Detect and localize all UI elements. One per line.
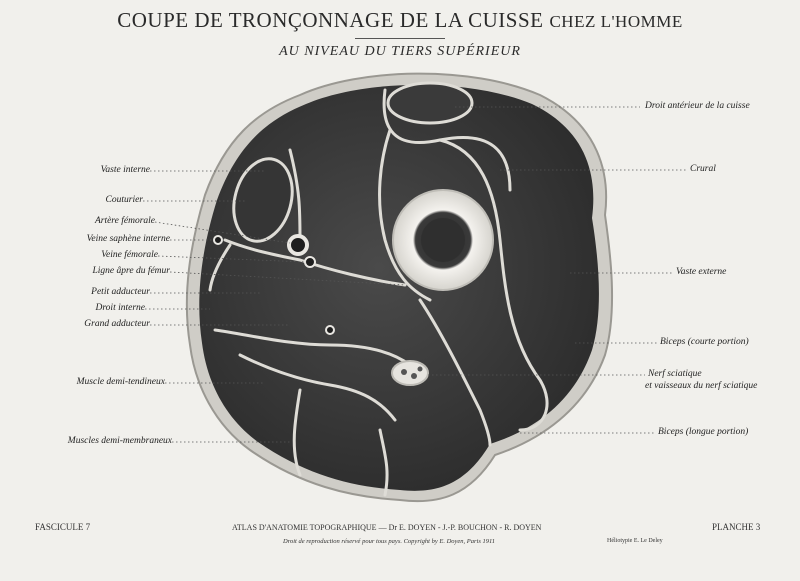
label-biceps-longue: Biceps (longue portion) <box>658 427 749 437</box>
label-ligne-apre: Ligne âpre du fémur <box>92 266 170 276</box>
femoral-artery <box>289 236 307 254</box>
footer-rights: Droit de reproduction réservé pour tous pays. Copyright by E. Doyen, Paris 1911 <box>283 538 496 545</box>
label-veine-femorale: Veine fémorale <box>101 250 158 260</box>
rectus-femoris <box>388 83 472 123</box>
label-biceps-courte: Biceps (courte portion) <box>660 337 749 347</box>
label-veine-saphene-interne: Veine saphène interne <box>86 234 170 244</box>
label-vaste-interne: Vaste interne <box>100 165 150 175</box>
label-droit-anterieur: Droit antérieur de la cuisse <box>645 101 750 111</box>
title-tail: CHEZ L'HOMME <box>549 12 683 31</box>
footer-fascicule: FASCICULE 7 <box>35 522 91 532</box>
sciatic-fascicle-2 <box>411 373 417 379</box>
footer-planche: PLANCHE 3 <box>712 522 761 532</box>
label-grand-adducteur: Grand adducteur <box>84 319 150 329</box>
label-vaste-externe: Vaste externe <box>676 267 727 277</box>
label-artere-femorale: Artère fémorale <box>94 216 155 226</box>
title-main: COUPE DE TRONÇONNAGE DE LA CUISSE <box>117 8 544 32</box>
footer-printer: Héliotypie E. Le Deley <box>607 538 663 544</box>
sciatic-nerve <box>392 361 428 385</box>
femoral-vein <box>305 257 315 267</box>
label-petit-adducteur: Petit adducteur <box>91 287 150 297</box>
label-droit-interne: Droit interne <box>95 303 145 313</box>
saphenous-vein <box>214 236 222 244</box>
footer-atlas: ATLAS D'ANATOMIE TOPOGRAPHIQUE — Dr E. DOYEN - J.-P. BOUCHON - R. DOYEN <box>232 523 542 532</box>
label-demi-membraneux: Muscles demi-membraneux <box>67 436 172 446</box>
small-vessel <box>326 326 334 334</box>
page-subtitle: AU NIVEAU DU TIERS SUPÉRIEUR <box>279 44 521 59</box>
label-demi-tendineux: Muscle demi-tendineux <box>76 377 165 387</box>
label-couturier: Couturier <box>105 195 143 205</box>
label-nerf-sciatique: Nerf sciatique <box>648 369 702 379</box>
sciatic-fascicle-1 <box>401 369 407 375</box>
label-crural: Crural <box>690 164 716 174</box>
label-vaisseaux-sciatique: et vaisseaux du nerf sciatique <box>645 381 758 391</box>
sciatic-fascicle-3 <box>418 367 423 372</box>
femur-marrow <box>421 218 465 262</box>
